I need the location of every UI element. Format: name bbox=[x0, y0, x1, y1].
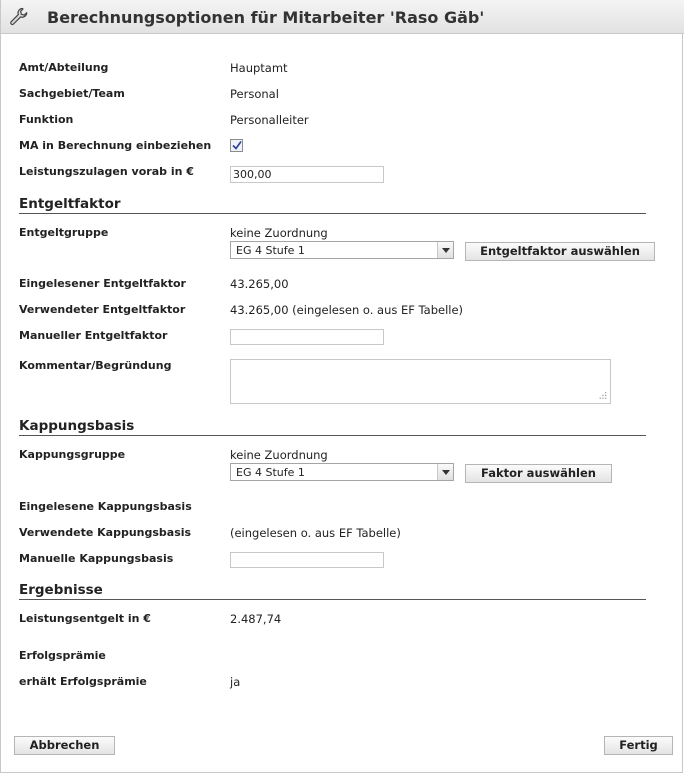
resize-grip-icon[interactable] bbox=[598, 391, 607, 400]
cap-group-label: Kappungsgruppe bbox=[19, 448, 126, 461]
function-label: Funktion bbox=[19, 113, 74, 126]
include-in-calculation-checkbox[interactable] bbox=[230, 139, 243, 152]
pay-group-select[interactable] bbox=[230, 241, 454, 259]
pay-group-selected: EG 4 Stufe 1 bbox=[236, 244, 305, 257]
done-button[interactable]: Fertig bbox=[604, 736, 673, 755]
include-in-calculation-label: MA in Berechnung einbeziehen bbox=[19, 139, 212, 152]
cap-group-selected: EG 4 Stufe 1 bbox=[236, 466, 305, 479]
manual-pay-factor-input[interactable] bbox=[230, 329, 384, 345]
select-pay-factor-button[interactable]: Entgeltfaktor auswählen bbox=[465, 242, 655, 261]
performance-pay-label: Leistungsentgelt in € bbox=[19, 612, 151, 625]
pay-group-note: keine Zuordnung bbox=[230, 226, 328, 240]
section-entgeltfaktor: Entgeltfaktor bbox=[19, 196, 646, 214]
bonus-advance-input[interactable]: 300,00 bbox=[230, 166, 384, 183]
used-pay-factor-value: 43.265,00 (eingelesen o. aus EF Tabelle) bbox=[230, 303, 464, 317]
dialog-titlebar bbox=[1, 0, 684, 34]
cap-group-note: keine Zuordnung bbox=[230, 448, 328, 462]
pay-group-label: Entgeltgruppe bbox=[19, 226, 109, 239]
section-kappungsbasis: Kappungsbasis bbox=[19, 418, 646, 436]
chevron-down-icon[interactable] bbox=[437, 242, 453, 258]
chevron-down-icon[interactable] bbox=[437, 464, 453, 480]
success-bonus-label: Erfolgsprämie bbox=[19, 649, 106, 662]
checkmark-icon bbox=[232, 140, 242, 151]
comment-textarea[interactable] bbox=[230, 359, 611, 404]
comment-label: Kommentar/Begründung bbox=[19, 359, 172, 372]
imported-cap-basis-label: Eingelesene Kappungsbasis bbox=[19, 500, 192, 513]
imported-pay-factor-label: Eingelesener Entgeltfaktor bbox=[19, 277, 186, 290]
cancel-button[interactable]: Abbrechen bbox=[14, 736, 115, 755]
wrench-icon bbox=[9, 7, 29, 27]
team-label: Sachgebiet/Team bbox=[19, 87, 125, 100]
manual-pay-factor-label: Manueller Entgeltfaktor bbox=[19, 329, 168, 342]
used-cap-basis-label: Verwendete Kappungsbasis bbox=[19, 526, 192, 539]
team-value: Personal bbox=[230, 87, 279, 101]
section-ergebnisse: Ergebnisse bbox=[19, 582, 646, 600]
dialog-title: Berechnungsoptionen für Mitarbeiter 'Raso Gäb' bbox=[47, 8, 485, 27]
imported-pay-factor-value: 43.265,00 bbox=[230, 277, 289, 291]
receives-bonus-label: erhält Erfolgsprämie bbox=[19, 675, 147, 688]
function-value: Personalleiter bbox=[230, 113, 309, 127]
performance-pay-value: 2.487,74 bbox=[230, 612, 282, 626]
department-value: Hauptamt bbox=[230, 61, 288, 75]
receives-bonus-value: ja bbox=[230, 675, 241, 689]
bonus-advance-label: Leistungszulagen vorab in € bbox=[19, 165, 194, 178]
department-label: Amt/Abteilung bbox=[19, 61, 109, 74]
cap-group-select[interactable] bbox=[230, 463, 454, 481]
used-cap-basis-value: (eingelesen o. aus EF Tabelle) bbox=[230, 526, 401, 540]
manual-cap-basis-input[interactable] bbox=[230, 552, 384, 568]
used-pay-factor-label: Verwendeter Entgeltfaktor bbox=[19, 303, 186, 316]
manual-cap-basis-label: Manuelle Kappungsbasis bbox=[19, 552, 174, 565]
select-factor-button[interactable]: Faktor auswählen bbox=[465, 464, 612, 483]
